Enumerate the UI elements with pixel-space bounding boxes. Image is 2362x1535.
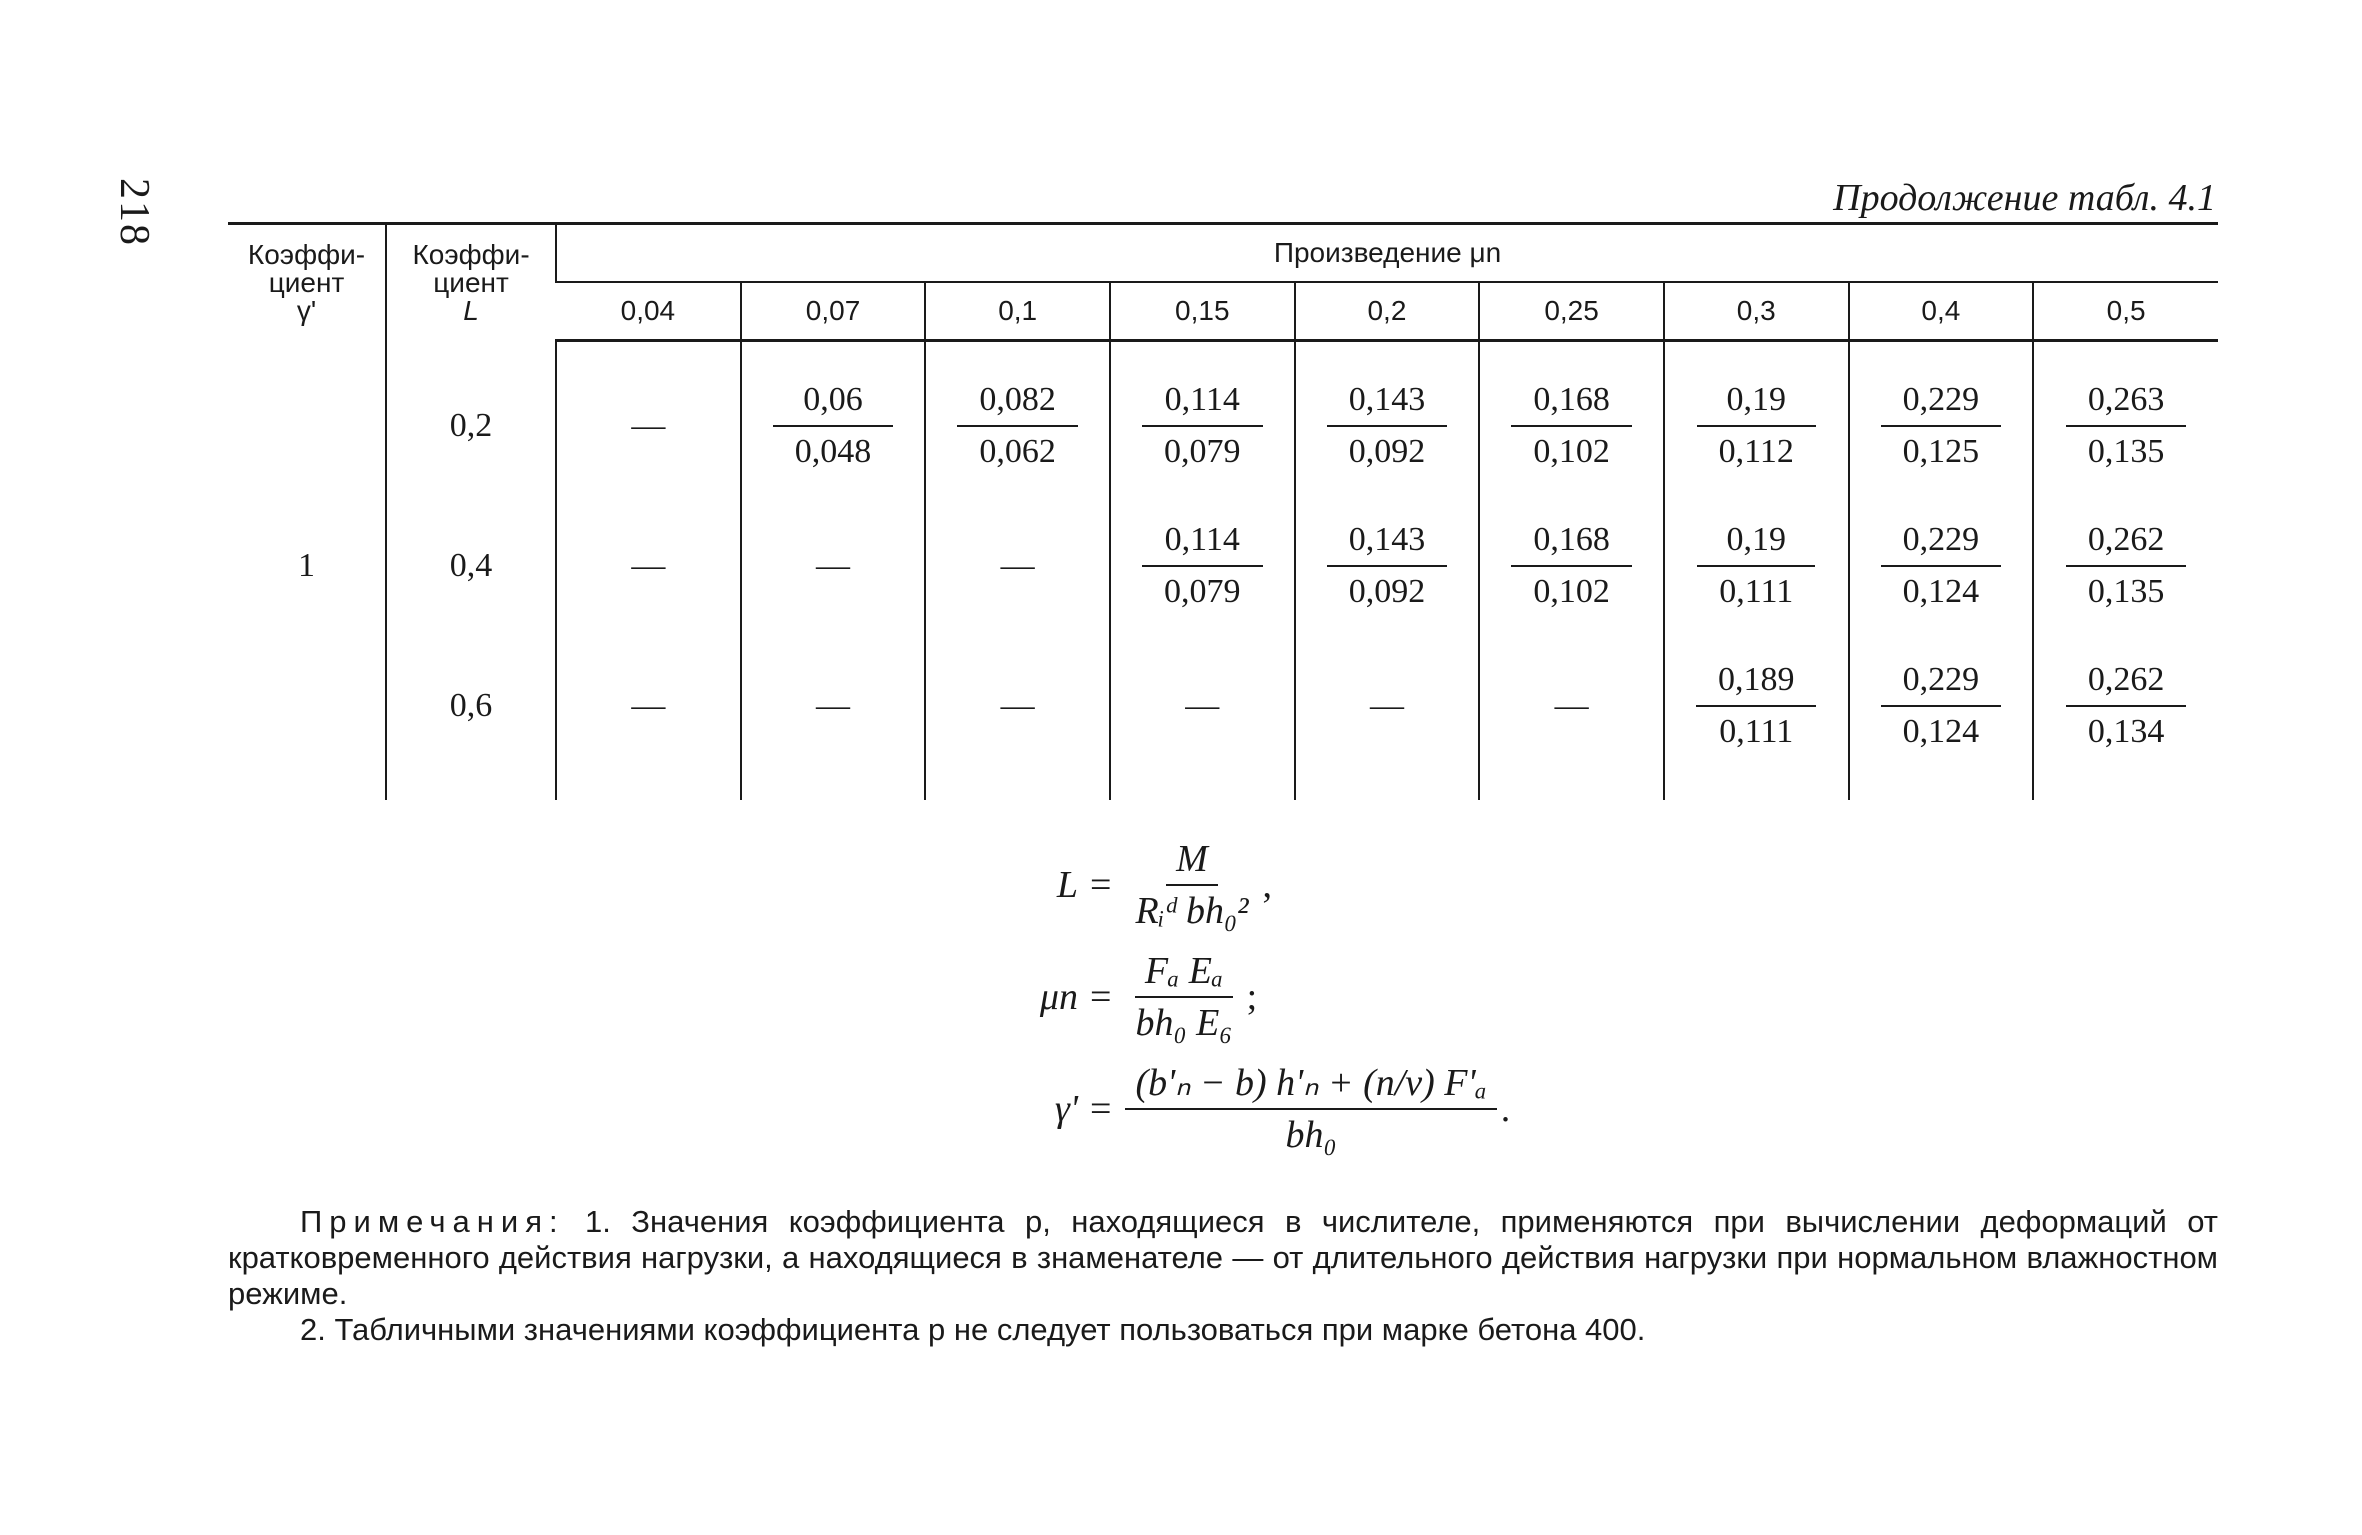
denominator: 0,079 xyxy=(1164,572,1241,610)
dash: — xyxy=(816,686,851,724)
spacer-cell xyxy=(1295,340,1480,356)
fraction xyxy=(2066,521,2187,611)
numerator: 0,168 xyxy=(1511,381,1632,427)
spacer-cell xyxy=(556,340,741,356)
table-row xyxy=(228,356,2218,496)
header-mu-n-value: 0,25 xyxy=(1479,282,1664,341)
L-cell: 0,2 xyxy=(386,356,556,496)
denominator: 0,092 xyxy=(1348,432,1426,470)
value-cell xyxy=(2033,496,2218,636)
header-gamma-line2: циент xyxy=(268,266,345,298)
numerator: 0,19 xyxy=(1697,381,1816,427)
spacer-cell xyxy=(556,776,741,800)
value-cell xyxy=(1849,496,2034,636)
dash: — xyxy=(1185,686,1220,724)
formula-mu-n-numerator: Fₐ Eₐ xyxy=(1135,950,1233,998)
spacer-cell xyxy=(386,776,556,800)
dash: — xyxy=(816,546,851,584)
fraction xyxy=(1881,521,2002,611)
header-L-line2: циент xyxy=(433,266,509,298)
denominator: 0,102 xyxy=(1533,572,1610,610)
value-cell xyxy=(1295,636,1480,776)
equals-sign: = xyxy=(1090,976,1112,1018)
fraction xyxy=(1697,381,1816,471)
note-1-text: 1. Значения коэффициента p, находящиеся в числителе, применяются при вычислении деформаций от кратковременного действия нагрузки, а находящиеся в знаменателе — от длительного действия нагрузки при нормальном влажностном режиме. xyxy=(228,1204,2218,1311)
numerator: 0,263 xyxy=(2066,381,2187,427)
numerator: 0,082 xyxy=(957,381,1078,427)
fraction xyxy=(1696,661,1817,751)
value-cell xyxy=(1849,636,2034,776)
value-cell xyxy=(1295,496,1480,636)
value-cell xyxy=(1110,496,1295,636)
L-cell: 0,6 xyxy=(386,636,556,776)
value-cell xyxy=(1664,496,1849,636)
fraction xyxy=(2066,381,2187,471)
spacer-cell xyxy=(1664,776,1849,800)
dash: — xyxy=(1000,686,1035,724)
spacer-cell xyxy=(1849,776,2034,800)
numerator: 0,229 xyxy=(1881,661,2002,707)
fraction xyxy=(1697,521,1815,611)
denominator: 0,135 xyxy=(2087,572,2165,610)
fraction xyxy=(1142,521,1263,611)
dash: — xyxy=(631,546,666,584)
numerator: 0,19 xyxy=(1697,521,1815,567)
fraction xyxy=(2066,661,2187,751)
formulas xyxy=(980,838,1510,1174)
formula-L xyxy=(980,838,1510,932)
spacer-cell xyxy=(2033,340,2218,356)
value-cell xyxy=(556,356,741,496)
gamma-cell: 1 xyxy=(298,546,316,584)
formula-mu-n-punct: ; xyxy=(1246,976,1258,1018)
denominator: 0,124 xyxy=(1902,712,1980,750)
header-mu-n-value: 0,1 xyxy=(925,282,1110,341)
numerator: 0,168 xyxy=(1511,521,1632,567)
value-cell xyxy=(1664,636,1849,776)
header-mu-n-value: 0,5 xyxy=(2033,282,2218,341)
value-cell xyxy=(556,496,741,636)
spacer-cell xyxy=(925,776,1110,800)
header-gamma-line1: Коэффи- xyxy=(247,238,366,270)
formula-gamma-denominator: bh₀ xyxy=(1285,1114,1337,1156)
spacer-cell xyxy=(1110,776,1295,800)
fraction xyxy=(957,381,1078,471)
header-mu-n-value: 0,07 xyxy=(741,282,926,341)
page-number: 218 xyxy=(111,178,157,247)
value-cell xyxy=(1110,356,1295,496)
header-gamma xyxy=(228,224,386,341)
numerator: 0,143 xyxy=(1327,381,1448,427)
value-cell xyxy=(2033,356,2218,496)
denominator: 0,111 xyxy=(1719,572,1794,610)
spacer-cell xyxy=(386,340,556,356)
gamma-cell xyxy=(228,356,386,496)
numerator: 0,229 xyxy=(1881,381,2002,427)
spacer-cell xyxy=(228,776,386,800)
formula-L-denominator: Rᵢᵈ bh₀² xyxy=(1135,890,1249,932)
header-mu-n-value: 0,3 xyxy=(1664,282,1849,341)
fraction xyxy=(1327,381,1448,471)
value-cell xyxy=(925,636,1110,776)
value-cell xyxy=(741,356,926,496)
value-cell xyxy=(556,636,741,776)
value-cell xyxy=(2033,636,2218,776)
value-cell xyxy=(1479,636,1664,776)
denominator: 0,048 xyxy=(794,432,872,470)
value-cell xyxy=(1849,356,2034,496)
spacer-cell xyxy=(1110,340,1295,356)
fraction xyxy=(1881,381,2002,471)
table-row xyxy=(228,636,2218,776)
formula-L-lhs: L xyxy=(1056,864,1078,906)
formula-mu-n-denominator: bh₀ E₆ xyxy=(1135,1002,1233,1044)
dash: — xyxy=(1369,686,1404,724)
spacer-cell xyxy=(925,340,1110,356)
fraction xyxy=(1511,381,1632,471)
header-mu-n-group: Произведение μn xyxy=(556,224,2218,282)
value-cell xyxy=(925,496,1110,636)
numerator: 0,06 xyxy=(773,381,894,427)
header-L-symbol: L xyxy=(463,294,479,326)
formula-gamma-punct: . xyxy=(1500,1088,1511,1130)
numerator: 0,229 xyxy=(1881,521,2002,567)
value-cell xyxy=(925,356,1110,496)
numerator: 0,114 xyxy=(1142,381,1263,427)
value-cell xyxy=(1479,356,1664,496)
denominator: 0,135 xyxy=(2087,432,2165,470)
spacer-cell xyxy=(741,776,926,800)
numerator: 0,262 xyxy=(2066,661,2187,707)
formula-L-punct: , xyxy=(1262,864,1273,906)
fraction xyxy=(1142,381,1263,471)
spacer-cell xyxy=(228,340,386,356)
table-caption: Продолжение табл. 4.1 xyxy=(1833,177,2216,219)
spacer-cell xyxy=(1479,340,1664,356)
dash: — xyxy=(1000,546,1035,584)
value-cell xyxy=(741,496,926,636)
denominator: 0,112 xyxy=(1718,432,1794,470)
formula-gamma-fraction xyxy=(1125,1062,1496,1156)
equals-sign: = xyxy=(1090,864,1112,906)
formula-gamma xyxy=(980,1062,1510,1156)
dash: — xyxy=(631,406,666,444)
value-cell xyxy=(1110,636,1295,776)
denominator: 0,092 xyxy=(1348,572,1426,610)
notes xyxy=(228,1204,2218,1348)
note-1 xyxy=(228,1204,2218,1312)
denominator: 0,134 xyxy=(2087,712,2165,750)
formula-mu-n-fraction xyxy=(1125,950,1242,1044)
numerator: 0,262 xyxy=(2066,521,2187,567)
value-cell xyxy=(1295,356,1480,496)
formula-gamma-numerator: (b'ₙ − b) h'ₙ + (n/ν) F'ₐ xyxy=(1125,1062,1496,1110)
denominator: 0,102 xyxy=(1533,432,1610,470)
coefficient-table xyxy=(228,222,2218,800)
fraction xyxy=(1327,521,1448,611)
numerator: 0,114 xyxy=(1142,521,1263,567)
dash: — xyxy=(631,686,666,724)
fraction xyxy=(1511,521,1632,611)
denominator: 0,062 xyxy=(979,432,1056,470)
header-L-line1: Коэффи- xyxy=(412,238,530,270)
spacer-cell xyxy=(1849,340,2034,356)
header-mu-n-value: 0,15 xyxy=(1110,282,1295,341)
L-cell: 0,4 xyxy=(386,496,556,636)
spacer-cell xyxy=(1295,776,1480,800)
fraction xyxy=(773,381,894,471)
value-cell xyxy=(1664,356,1849,496)
spacer-cell xyxy=(2033,776,2218,800)
denominator: 0,111 xyxy=(1719,712,1794,750)
denominator: 0,125 xyxy=(1902,432,1980,470)
numerator: 0,143 xyxy=(1327,521,1448,567)
formula-gamma-lhs: γ' xyxy=(1054,1088,1078,1130)
dash: — xyxy=(1554,686,1589,724)
spacer-cell xyxy=(1479,776,1664,800)
header-L xyxy=(386,224,556,341)
formula-L-fraction xyxy=(1125,838,1258,932)
value-cell xyxy=(1479,496,1664,636)
denominator: 0,124 xyxy=(1902,572,1980,610)
header-gamma-symbol: γ' xyxy=(296,294,317,326)
equals-sign: = xyxy=(1090,1088,1112,1130)
formula-L-numerator: M xyxy=(1166,838,1218,886)
fraction xyxy=(1881,661,2002,751)
header-mu-n-value: 0,2 xyxy=(1295,282,1480,341)
value-cell xyxy=(741,636,926,776)
numerator: 0,189 xyxy=(1696,661,1817,707)
spacer-cell xyxy=(1664,340,1849,356)
notes-label: Примечания: xyxy=(300,1204,565,1239)
header-mu-n-value: 0,04 xyxy=(556,282,741,341)
note-2: 2. Табличными значениями коэффициента p не следует пользоваться при марке бетона 400. xyxy=(300,1312,1646,1347)
denominator: 0,079 xyxy=(1164,432,1241,470)
spacer-cell xyxy=(741,340,926,356)
gamma-cell xyxy=(228,636,386,776)
table-row xyxy=(228,496,2218,636)
formula-mu-n xyxy=(980,950,1510,1044)
formula-mu-n-lhs: μn xyxy=(1039,976,1078,1018)
header-mu-n-value: 0,4 xyxy=(1849,282,2034,341)
